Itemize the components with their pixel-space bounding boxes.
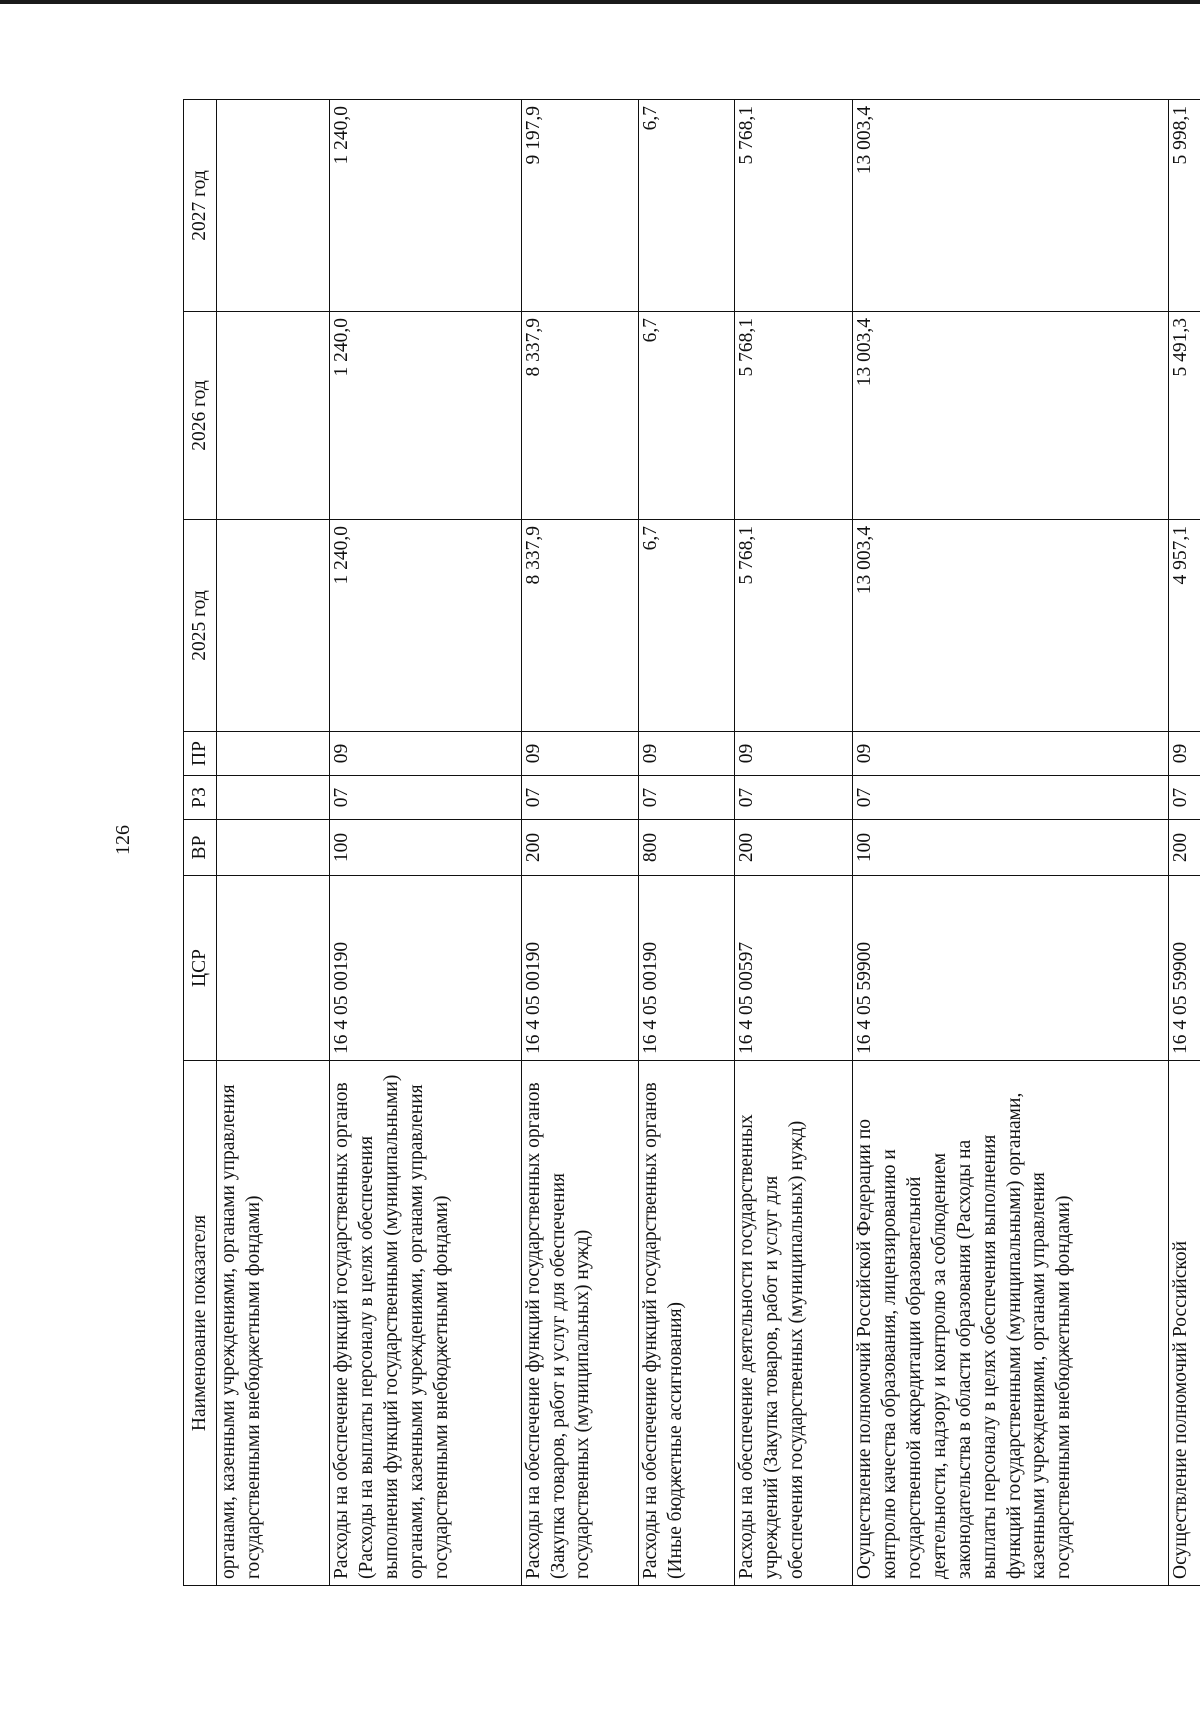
cell-rz: 07: [330, 776, 521, 820]
cell-2027: 6,7: [639, 100, 735, 312]
cell-csr: 16 4 05 00190: [639, 876, 735, 1061]
cell-pr: [217, 732, 330, 776]
cell-2025: 4 957,1: [1168, 520, 1200, 732]
cell-2026: 5 768,1: [734, 312, 852, 520]
header-2027: 2027 год: [184, 100, 217, 312]
cell-2026: 8 337,9: [521, 312, 639, 520]
cell-rz: 07: [1168, 776, 1200, 820]
cell-vr: 200: [521, 820, 639, 876]
rotated-table-container: [183, 100, 1200, 1586]
header-vr: ВР: [184, 820, 217, 876]
cell-vr: 200: [734, 820, 852, 876]
cell-rz: 07: [639, 776, 735, 820]
cell-2026: 5 491,3: [1168, 312, 1200, 520]
cell-2025: 5 768,1: [734, 520, 852, 732]
cell-vr: 800: [639, 820, 735, 876]
cell-rz: 07: [734, 776, 852, 820]
cell-csr: 16 4 05 00190: [330, 876, 521, 1061]
table-row: [521, 100, 639, 1586]
cell-2025: [217, 520, 330, 732]
cell-2025: 13 003,4: [852, 520, 1168, 732]
cell-name: Расходы на обеспечение функций государственных органов (Закупка товаров, работ и услуг для обеспечения государственных (муниципальных) нужд): [521, 1061, 639, 1586]
cell-2025: 1 240,0: [330, 520, 521, 732]
header-pr: ПР: [184, 732, 217, 776]
table-row: [734, 100, 852, 1586]
cell-name: Осуществление полномочий Российской Федерации по контролю качества образования, лицензированию и государственной аккредитации образовательной деятельности, надзору и контролю за соблюдением законодательства в области образования (Расходы на выплаты персоналу в целях обеспечения выполнения функций государственными (муниципальными) органами, казенными учреждениями, органами управления государственными внебюджетными фондами): [852, 1061, 1168, 1586]
cell-name: Расходы на обеспечение функций государственных органов (Расходы на выплаты персоналу в целях обеспечения выполнения функций государственными (муниципальными) органами, казенными учреждениями, органами управления государственными внебюджетными фондами): [330, 1061, 521, 1586]
cell-rz: 07: [852, 776, 1168, 820]
cell-vr: 100: [330, 820, 521, 876]
cell-name: Осуществление полномочий Российской: [1168, 1061, 1200, 1586]
cell-2027: 1 240,0: [330, 100, 521, 312]
cell-vr: 200: [1168, 820, 1200, 876]
table-row: [1168, 100, 1200, 1586]
cell-2026: [217, 312, 330, 520]
cell-2027: 5 768,1: [734, 100, 852, 312]
cell-2026: 1 240,0: [330, 312, 521, 520]
cell-pr: 09: [852, 732, 1168, 776]
cell-pr: 09: [1168, 732, 1200, 776]
table-row: [217, 100, 330, 1586]
cell-2025: 6,7: [639, 520, 735, 732]
cell-csr: 16 4 05 00190: [521, 876, 639, 1061]
header-2026: 2026 год: [184, 312, 217, 520]
header-name: Наименование показателя: [184, 1061, 217, 1586]
cell-2026: 6,7: [639, 312, 735, 520]
cell-2027: 5 998,1: [1168, 100, 1200, 312]
cell-name: Расходы на обеспечение функций государственных органов (Иные бюджетные ассигнования): [639, 1061, 735, 1586]
header-csr: ЦСР: [184, 876, 217, 1061]
cell-2027: 9 197,9: [521, 100, 639, 312]
cell-pr: 09: [734, 732, 852, 776]
cell-2027: [217, 100, 330, 312]
table-header-row: [184, 100, 217, 1586]
scan-top-edge: [0, 0, 1200, 4]
header-rz: РЗ: [184, 776, 217, 820]
cell-pr: 09: [521, 732, 639, 776]
cell-csr: 16 4 05 59900: [1168, 876, 1200, 1061]
page-number: 126: [111, 825, 134, 855]
cell-2025: 8 337,9: [521, 520, 639, 732]
cell-rz: [217, 776, 330, 820]
table-row: [639, 100, 735, 1586]
cell-vr: 100: [852, 820, 1168, 876]
cell-name: органами, казенными учреждениями, органами управления государственными внебюджетными фондами): [217, 1061, 330, 1586]
cell-name: Расходы на обеспечение деятельности государственных учреждений (Закупка товаров, работ и услуг для обеспечения государственных (муниципальных) нужд): [734, 1061, 852, 1586]
cell-2027: 13 003,4: [852, 100, 1168, 312]
cell-csr: 16 4 05 59900: [852, 876, 1168, 1061]
budget-table: [183, 99, 1200, 1586]
cell-pr: 09: [639, 732, 735, 776]
table-row: [852, 100, 1168, 1586]
cell-vr: [217, 820, 330, 876]
cell-2026: 13 003,4: [852, 312, 1168, 520]
header-2025: 2025 год: [184, 520, 217, 732]
cell-csr: 16 4 05 00597: [734, 876, 852, 1061]
cell-csr: [217, 876, 330, 1061]
cell-pr: 09: [330, 732, 521, 776]
table-row: [330, 100, 521, 1586]
cell-rz: 07: [521, 776, 639, 820]
